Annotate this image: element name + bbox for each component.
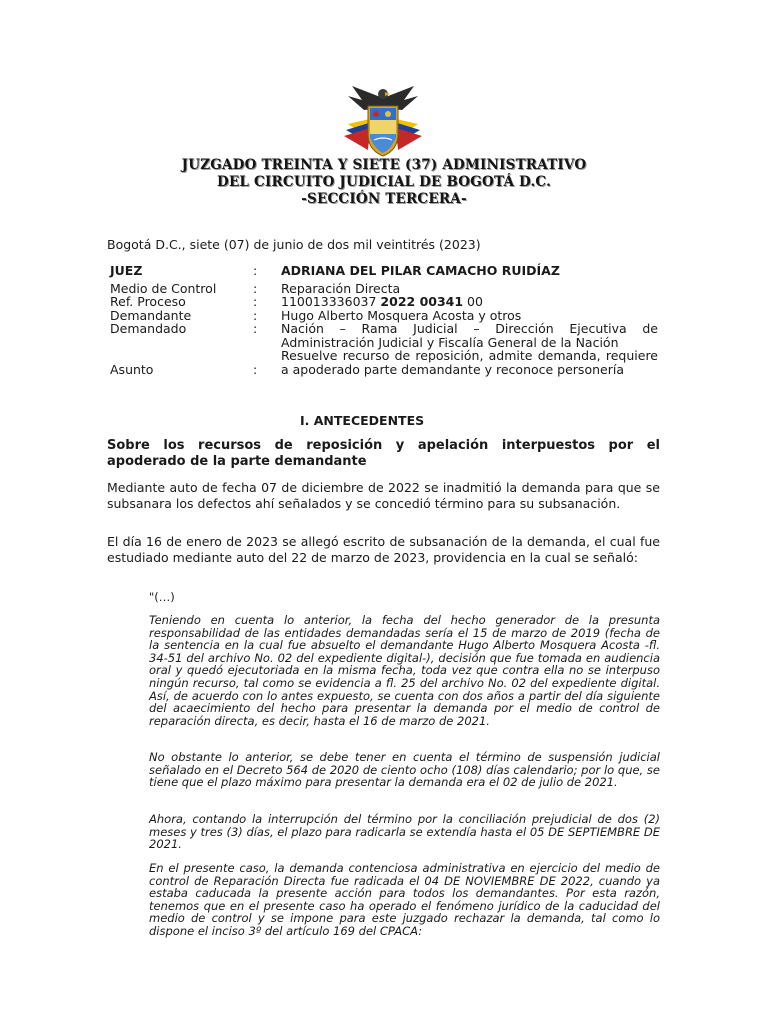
- paragraph: El día 16 de enero de 2023 se allegó escrito de subsanación de la demanda, el cual fue estudiado mediante auto del 22 de marzo de 2023, providencia en la cual se señaló:: [107, 534, 660, 565]
- court-name-line-2: DEL CIRCUITO JUDICIAL DE BOGOTÁ D.C.: [217, 174, 551, 190]
- coat-of-arms-icon: [338, 80, 428, 158]
- asunto-row: [108, 349, 658, 376]
- demandado-label: Demandado: [110, 321, 187, 336]
- demandado-value: Nación – Rama Judicial – Dirección Ejecutiva de Administración Judicial y Fiscalía General de la Nación: [281, 321, 658, 350]
- colon: :: [253, 321, 258, 336]
- medio-row: [108, 282, 658, 296]
- demandante-label: Demandante: [110, 307, 192, 323]
- ref-prefix: 110013336037: [281, 294, 377, 309]
- ref-label: Ref. Proceso: [110, 294, 186, 309]
- ref-value: [281, 295, 658, 309]
- ref-row: [108, 295, 658, 309]
- colon: :: [253, 280, 258, 296]
- juez-label: JUEZ: [110, 263, 143, 278]
- quoted-paragraph: En el presente caso, la demanda contenciosa administrativa en ejercicio del medio de control de Reparación Directa fue radicada el 04 DE NOVIEMBRE DE 2022, cuando ya estaba caducada la presente acción para todos los demandantes. Por esta razón, tenemos que en el presente caso ha operado el fenómeno jurídico de la caducidad del medio de control y se impone para este juzgado rechazar la demanda, tal como lo dispone el inciso 3º del artículo 169 del CPACA:: [149, 861, 660, 938]
- quoted-paragraph: Teniendo en cuenta lo anterior, la fecha del hecho generador de la presunta responsabilidad de las entidades demandadas sería el 15 de marzo de 2019 (fecha de la sentencia en la cual fue absuelto el demandante Hugo Alberto Mosquera Acosta -fl. 34-51 del archivo No. 02 del expediente digital-), decisión que fue tomada en audiencia oral y quedó ejecutoriada en la misma fecha, toda vez que contra ella no se interpuso ningún recurso, tal como se evidencia a fl. 25 del archivo No. 02 del expediente digital. Así, de acuerdo con lo antes expuesto, se cuenta con dos años a partir del día siguiente del acaecimiento del hecho para presentar la demanda por el medio de control de reparación directa, es decir, hasta el 16 de marzo de 2021.: [149, 613, 660, 728]
- demandante-value: Hugo Alberto Mosquera Acosta y otros: [281, 307, 522, 323]
- quoted-paragraph: No obstante lo anterior, se debe tener en cuenta el término de suspensión judicial señalado en el Decreto 564 de 2020 de ciento ocho (108) días calendario; por lo que, se tiene que el plazo máximo para presentar la demanda era el 02 de julio de 2021.: [149, 750, 660, 790]
- document-date: Bogotá D.C., siete (07) de junio de dos mil veintitrés (2023): [107, 237, 481, 252]
- demandante-row: [108, 309, 658, 323]
- quoted-paragraph: Ahora, contando la interrupción del término por la conciliación prejudicial de dos (2) meses y tres (3) días, el plazo para radicarla se extendía hasta el 05 DE SEPTIEMBRE DE 2021.: [149, 812, 660, 852]
- section-subtitle: Sobre los recursos de reposición y apelación interpuestos por el apoderado de la parte demandante: [107, 438, 660, 469]
- demandado-row: [108, 322, 658, 349]
- juez-row: [108, 264, 658, 278]
- court-section-line: -SECCIÓN TERCERA-: [301, 191, 467, 207]
- colon: :: [253, 294, 258, 309]
- medio-label: Medio de Control: [110, 280, 217, 296]
- court-name-line-1: JUZGADO TREINTA Y SIETE (37) ADMINISTRATIVO: [181, 157, 587, 173]
- colon: :: [253, 361, 258, 377]
- ref-bold-number: 2022 00341: [380, 294, 464, 309]
- ref-suffix: 00: [467, 294, 483, 309]
- asunto-value: Resuelve recurso de reposición, admite demanda, requiere a apoderado parte demandante y reconoce personería: [281, 348, 658, 377]
- paragraph: Mediante auto de fecha 07 de diciembre de 2022 se inadmitió la demanda para que se subsanara los defectos ahí señalados y se concedió término para su subsanación.: [107, 480, 660, 511]
- medio-value: Reparación Directa: [281, 280, 401, 296]
- colon: :: [253, 263, 258, 278]
- quote-open-mark: "(…): [149, 590, 175, 604]
- juez-value: ADRIANA DEL PILAR CAMACHO RUIDÍAZ: [281, 263, 560, 278]
- section-title: I. ANTECEDENTES: [300, 413, 425, 428]
- colon: :: [253, 307, 258, 323]
- asunto-label: Asunto: [110, 361, 154, 377]
- case-info-table: [108, 264, 658, 376]
